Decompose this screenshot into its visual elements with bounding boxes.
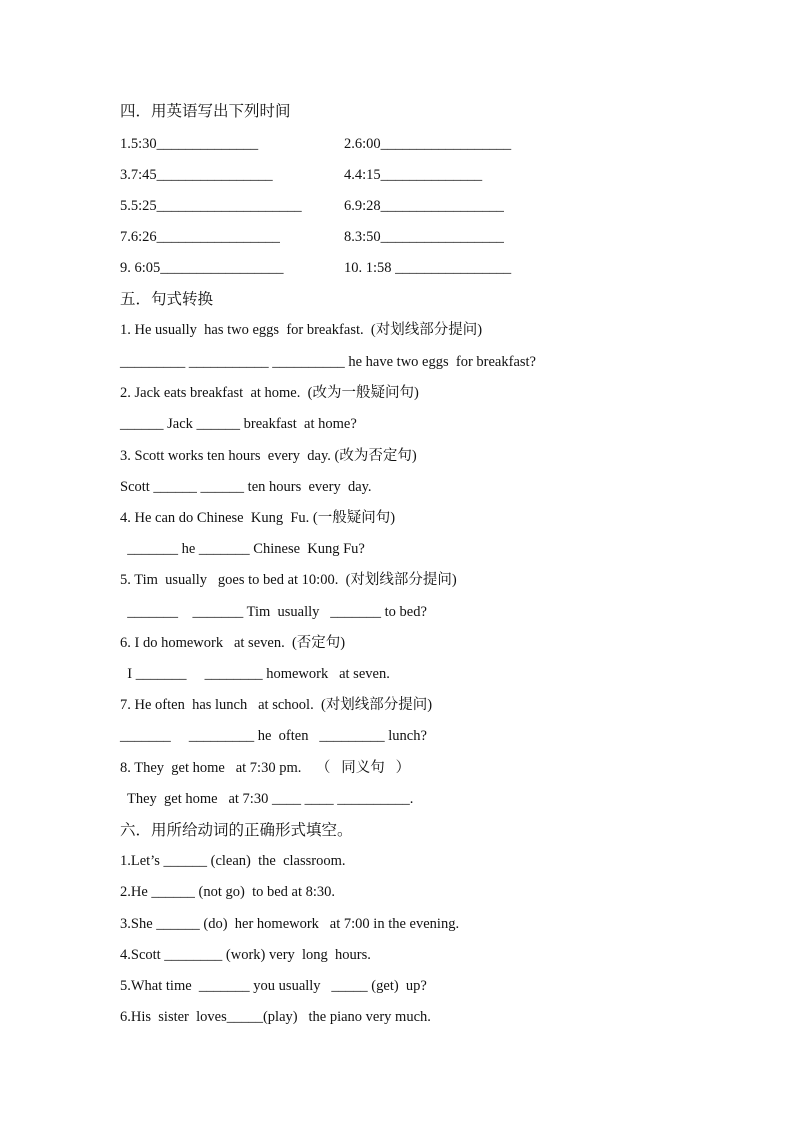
verb-item-6: 6.His sister loves_____(play) the piano very much. bbox=[120, 1009, 431, 1025]
section-4-title: 四．用英语写出下列时间 bbox=[120, 102, 291, 120]
verb-item-4: 4.Scott ________ (work) very long hours. bbox=[120, 947, 371, 963]
time-item-2: 2.6:00__________________ bbox=[344, 136, 512, 152]
time-item-7: 7.6:26_________________ bbox=[120, 229, 280, 245]
transform-question-3: 3. Scott works ten hours every day. (改为否定句) bbox=[120, 448, 417, 464]
transform-answer-8: They get home at 7:30 ____ ____ __________. bbox=[120, 791, 414, 807]
transform-answer-5: _______ _______ Tim usually _______ to bed? bbox=[120, 604, 427, 620]
transform-question-6: 6. I do homework at seven. (否定句) bbox=[120, 635, 346, 651]
time-item-4: 4.4:15______________ bbox=[344, 167, 483, 183]
transform-answer-7: _______ _________ he often _________ lunch? bbox=[120, 728, 427, 744]
transform-question-4: 4. He can do Chinese Kung Fu. (一般疑问句) bbox=[120, 510, 396, 526]
section-5-title: 五．句式转换 bbox=[120, 290, 214, 308]
time-item-3: 3.7:45________________ bbox=[120, 167, 273, 183]
verb-item-5: 5.What time _______ you usually _____ (get) up? bbox=[120, 978, 427, 994]
transform-answer-3: Scott ______ ______ ten hours every day. bbox=[120, 479, 372, 495]
section-6-title: 六．用所给动词的正确形式填空。 bbox=[120, 821, 353, 839]
time-item-1: 1.5:30______________ bbox=[120, 136, 259, 152]
transform-answer-4: _______ he _______ Chinese Kung Fu? bbox=[120, 541, 365, 557]
time-item-6: 6.9:28_________________ bbox=[344, 198, 504, 214]
time-item-8: 8.3:50_________________ bbox=[344, 229, 504, 245]
verb-item-2: 2.He ______ (not go) to bed at 8:30. bbox=[120, 884, 336, 900]
transform-question-1: 1. He usually has two eggs for breakfast. (对划线部分提问) bbox=[120, 322, 483, 338]
time-item-9: 9. 6:05_________________ bbox=[120, 260, 284, 276]
transform-question-2: 2. Jack eats breakfast at home. (改为一般疑问句) bbox=[120, 385, 419, 401]
time-item-5: 5.5:25____________________ bbox=[120, 198, 302, 214]
transform-question-8: 8. They get home at 7:30 pm. （ 同义句 ） bbox=[120, 760, 411, 776]
transform-answer-6: I _______ ________ homework at seven. bbox=[120, 666, 390, 682]
transform-answer-1: _________ ___________ __________ he have two eggs for breakfast? bbox=[120, 354, 536, 370]
transform-question-5: 5. Tim usually goes to bed at 10:00. (对划线部分提问) bbox=[120, 572, 457, 588]
time-item-10: 10. 1:58 ________________ bbox=[344, 260, 512, 276]
transform-question-7: 7. He often has lunch at school. (对划线部分提问) bbox=[120, 697, 433, 713]
verb-item-3: 3.She ______ (do) her homework at 7:00 in the evening. bbox=[120, 916, 460, 932]
verb-item-1: 1.Let’s ______ (clean) the classroom. bbox=[120, 853, 346, 869]
transform-answer-2: ______ Jack ______ breakfast at home? bbox=[120, 416, 357, 432]
